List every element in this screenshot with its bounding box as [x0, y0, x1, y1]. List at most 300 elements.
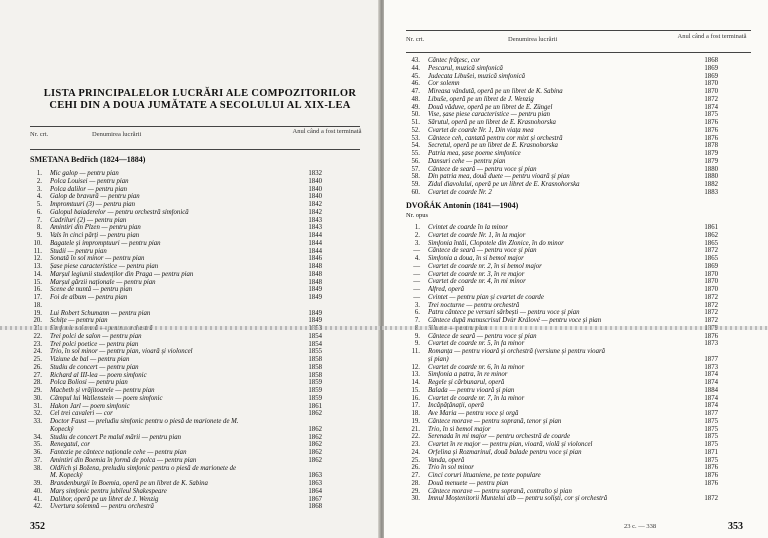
- row-title: Fantezie pe cântece naționale cehe — pentru pian: [50, 449, 187, 456]
- row-number: 39.: [33, 480, 42, 487]
- row-title: Macbeth și vrăjitoarele — pentru pian: [50, 387, 155, 394]
- row-year: 1862: [308, 433, 322, 441]
- row-title: Cântece de seară — pentru voce și pian: [428, 332, 537, 340]
- row-title: Cinci coruri lituaniene, pe texte populare: [428, 472, 541, 479]
- row-year: 1862: [308, 410, 322, 418]
- table-row: [20, 348, 360, 356]
- row-year: 1862: [308, 449, 322, 456]
- row-number: 19.: [33, 309, 42, 317]
- row-title: Romanța — pentru vioară și orchestră (versiune și pentru vioară: [428, 348, 606, 355]
- row-title: Cvartet de coarde nr. 3, în re major: [428, 270, 525, 278]
- row-year: 1872: [704, 301, 718, 309]
- row-title: Cvartet de coarde nr. 6, în la minor: [428, 363, 525, 371]
- col-header-nr-right: Nr. crt.: [406, 36, 425, 43]
- row-year: 1876: [704, 332, 718, 340]
- row-year: 1849: [308, 309, 322, 317]
- table-row: [398, 294, 748, 302]
- row-number: 35.: [33, 441, 42, 449]
- row-year: 1876: [704, 126, 718, 134]
- table-row: [20, 170, 360, 178]
- row-number: 44.: [411, 64, 420, 72]
- row-number: 6.: [36, 208, 42, 216]
- row-title: Cvartet în re major — pentru pian, vioară, violă și violoncel: [428, 441, 593, 448]
- row-title: Trio, în sol minor — pentru pian, vioară și violoncel: [50, 348, 193, 356]
- row-year: 1880: [704, 173, 718, 181]
- row-year: 1844: [308, 232, 322, 239]
- row-year: 1884: [704, 386, 718, 394]
- row-year: 1859: [308, 379, 322, 387]
- row-year: 1872: [704, 247, 718, 255]
- row-number: 49.: [411, 103, 420, 111]
- col-header-year-right: Anul când a fost terminată: [677, 33, 747, 40]
- row-year: 1846: [308, 255, 322, 263]
- row-title: Cvartet de coarde nr. 5, în fa minor: [428, 340, 525, 348]
- row-title: Studiu de concert Pe malul mării — pentru pian: [50, 433, 182, 441]
- page-title: [30, 88, 370, 112]
- row-year: 1874: [704, 402, 718, 410]
- table-row: [20, 372, 360, 380]
- row-title: Polca Boliosi — pentru pian: [50, 379, 128, 387]
- row-title: Șase piese caracteristice — pentru pian: [50, 263, 159, 270]
- row-title: Cvartet de coarde nr. 2, în si bemol major: [428, 262, 542, 270]
- row-number: 23.: [33, 340, 42, 348]
- row-year: 1859: [308, 394, 322, 402]
- row-year: 1872: [704, 309, 718, 317]
- row-number: 54.: [411, 142, 420, 150]
- row-title: Balada — pentru vioară și pian: [428, 386, 515, 394]
- row-year: 1877: [704, 355, 718, 363]
- row-title: și pian): [428, 355, 449, 363]
- table-row: [398, 395, 748, 403]
- row-title: Hakon Jarl — poem simfonic: [50, 402, 130, 410]
- row-year: 1843: [308, 224, 322, 232]
- table-row: [398, 488, 748, 496]
- table-row: [398, 441, 748, 449]
- col-header-nr: Nr. crt.: [30, 131, 49, 138]
- row-title: Sărutul, operă pe un libret de E. Krasnohorska: [428, 119, 556, 126]
- row-year: 1865: [704, 255, 718, 262]
- row-title: Regele și cărbunarul, operă: [428, 379, 505, 386]
- row-number: 16.: [411, 394, 420, 402]
- row-number: 56.: [411, 157, 420, 165]
- table-row: [20, 209, 360, 217]
- row-year: 1879: [704, 150, 718, 157]
- table-row: [398, 495, 748, 503]
- row-year: 1874: [704, 103, 718, 111]
- row-year: 1871: [704, 448, 718, 456]
- table-row: [398, 317, 748, 325]
- row-number: 60.: [411, 188, 420, 196]
- row-title: Cvartet de coarde nr. 4, în mi minor: [428, 278, 526, 286]
- table-row: [20, 356, 360, 364]
- table-header-rule: [30, 149, 360, 150]
- row-number: 1.: [36, 170, 42, 177]
- row-number: 36.: [33, 449, 42, 456]
- row-number: 4.: [414, 255, 420, 262]
- row-year: 1875: [704, 111, 718, 119]
- row-title: Trei nocturne — pentru orchestră: [428, 301, 520, 309]
- row-year: 1878: [704, 142, 718, 150]
- table-row: [20, 317, 360, 325]
- table-row: [398, 433, 748, 441]
- row-year: 1874: [704, 371, 718, 379]
- table-row: [20, 240, 360, 248]
- row-title: Patria mea, șase poeme simfonice: [428, 150, 521, 157]
- row-year: 1876: [704, 134, 718, 142]
- row-year: 1875: [704, 433, 718, 441]
- row-year: 1862: [308, 441, 322, 449]
- row-number: 14.: [33, 270, 42, 278]
- row-number: 11.: [411, 348, 420, 355]
- table-row: [398, 73, 748, 81]
- table-row: [398, 464, 748, 472]
- row-title: Alfred, operă: [428, 286, 464, 293]
- table-row: [398, 356, 748, 364]
- row-title: Sonată în sol minor — pentru pian: [50, 255, 145, 263]
- table-row: [398, 278, 748, 286]
- row-title: Amintiri din Boemia în formă de polca — pentru pian: [50, 456, 197, 464]
- row-title: Imnul Moștenitorii Muntelui alb — pentru soliști, cor și orchestră: [428, 495, 608, 503]
- row-number: 45.: [411, 72, 420, 80]
- row-number: 40.: [33, 487, 42, 495]
- row-title: Dalibor, operă pe un libret de J. Wenzig: [50, 495, 159, 503]
- row-year: 1880: [704, 165, 718, 173]
- table-row: [398, 88, 748, 96]
- row-number: 41.: [33, 495, 42, 503]
- row-year: 1876: [704, 472, 718, 479]
- row-year: 1865: [704, 239, 718, 247]
- row-title: Două menuete — pentru pian: [428, 479, 509, 487]
- table-row: [20, 310, 360, 318]
- table-row: [398, 286, 748, 294]
- row-title: Doctor Faust — preludiu simfonic pentru o piesă de marionete de M.: [50, 418, 239, 425]
- table-row: [20, 395, 360, 403]
- row-year: 1875: [704, 456, 718, 464]
- table-row: [398, 65, 748, 73]
- row-year: 1840: [308, 177, 322, 185]
- table-row: [398, 80, 748, 88]
- row-year: 1868: [308, 503, 322, 511]
- row-title: Simfonia a doua, în si bemol major: [428, 255, 524, 262]
- row-year: 1868: [704, 57, 718, 64]
- row-number: —: [413, 247, 420, 255]
- table-row: [20, 434, 360, 442]
- row-year: 1849: [308, 317, 322, 325]
- col-header-work: Denumirea lucrării: [92, 131, 142, 138]
- row-number: 33.: [33, 418, 42, 425]
- table-row: [20, 201, 360, 209]
- row-year: 1873: [704, 363, 718, 371]
- row-title: Ave Maria — pentru voce și orgă: [428, 410, 519, 417]
- table-row: [20, 465, 360, 473]
- table-row: [398, 111, 748, 119]
- row-number: 23.: [411, 441, 420, 448]
- row-number: 29.: [33, 387, 42, 394]
- row-number: 4.: [36, 193, 42, 201]
- row-title: Din patria mea, două duete — pentru vioară și pian: [428, 173, 570, 181]
- table-row: [398, 371, 748, 379]
- row-year: 1872: [704, 317, 718, 324]
- table-row: [398, 142, 748, 150]
- table-row: [398, 247, 748, 255]
- row-year: 1883: [704, 188, 718, 196]
- row-year: 1854: [308, 332, 322, 340]
- row-title: Marșul gărzii naționale — pentru pian: [50, 278, 156, 286]
- row-year: 1861: [308, 402, 322, 410]
- table-row: [20, 472, 360, 480]
- table-row: [20, 457, 360, 465]
- row-number: 25.: [33, 356, 42, 363]
- table-row: [20, 224, 360, 232]
- row-title: Dansuri cehe — pentru pian: [428, 157, 506, 165]
- row-year: 1879: [704, 157, 718, 165]
- row-title: Studii — pentru pian: [50, 247, 107, 255]
- table-row: [20, 403, 360, 411]
- row-title: Cvartet de coarde Nr. 1, Din viața mea: [428, 126, 534, 134]
- table-row: [398, 135, 748, 143]
- table-top-rule-right: [406, 30, 751, 31]
- row-number: 22.: [33, 332, 42, 340]
- row-year: 1859: [308, 387, 322, 394]
- col-header-year: Anul când a fost terminată: [292, 128, 362, 135]
- table-row: [20, 248, 360, 256]
- row-year: 1869: [704, 64, 718, 72]
- row-number: 8.: [36, 224, 42, 232]
- row-year: 1870: [704, 286, 718, 293]
- table-row: [398, 449, 748, 457]
- table-row: [398, 263, 748, 271]
- row-title: Trio în sol minor: [428, 464, 474, 472]
- table-row: [20, 480, 360, 488]
- row-title: Cântece după manuscrisul Dvůr Králové — pentru voce și pian: [428, 317, 602, 324]
- row-title: Bagatele și impromptuuri — pentru pian: [50, 239, 161, 247]
- table-row: [20, 263, 360, 271]
- row-title: Lui Robert Schumann — pentru pian: [50, 309, 151, 317]
- row-title: Marșul legiunii studenților din Praga — pentru pian: [50, 270, 194, 278]
- row-year: 1861: [704, 224, 718, 231]
- row-title: Viziune de bal — pentru pian: [50, 356, 130, 363]
- table-row: [20, 503, 360, 511]
- row-year: 1864: [308, 487, 322, 495]
- row-number: 7.: [414, 317, 420, 324]
- row-title: Studiu de concert — pentru pian: [50, 363, 139, 371]
- row-title: Trei polci de salon — pentru pian: [50, 332, 142, 340]
- row-number: 17.: [411, 402, 420, 410]
- title-line-1: LISTA PRINCIPALELOR LUCRĂRI ALE COMPOZITORILOR: [43, 88, 357, 99]
- table-row: [20, 449, 360, 457]
- row-number: 20.: [33, 317, 42, 325]
- opus-label: Nr. opus: [406, 212, 429, 219]
- row-title: Polca dalilor — pentru pian: [50, 185, 128, 193]
- row-year: 1844: [308, 247, 322, 255]
- row-number: 12.: [411, 363, 420, 371]
- row-title: Impromtuuri (3) — pentru pian: [50, 201, 136, 208]
- row-number: —: [413, 262, 420, 270]
- row-title: Cvintet de coarde în la minor: [428, 224, 508, 231]
- row-year: 1876: [704, 119, 718, 126]
- table-row: [20, 232, 360, 240]
- row-title: Cântece ceh, cantată pentru cor mixt și orchestră: [428, 134, 563, 142]
- row-title: Cântec frăţesc, cor: [428, 57, 480, 64]
- table-row: [398, 57, 748, 65]
- works-list-smetana-cont: [398, 57, 748, 197]
- row-number: 22.: [411, 433, 420, 441]
- table-row: [398, 150, 748, 158]
- row-number: 5.: [36, 201, 42, 208]
- row-year: 1849: [308, 294, 322, 301]
- row-number: 7.: [36, 216, 42, 224]
- row-number: 3.: [414, 239, 420, 247]
- table-row: [398, 410, 748, 418]
- row-year: 1862: [308, 456, 322, 464]
- row-number: 43.: [411, 57, 420, 64]
- row-year: 1870: [704, 88, 718, 95]
- row-year: 1870: [704, 278, 718, 286]
- row-number: 17.: [33, 294, 42, 301]
- row-year: 1875: [704, 425, 718, 433]
- row-number: 30.: [411, 495, 420, 503]
- row-year: 1876: [704, 464, 718, 472]
- table-row: [398, 348, 748, 356]
- row-year: 1876: [704, 479, 718, 487]
- row-year: 1870: [704, 270, 718, 278]
- row-title: Cor solemn: [428, 80, 460, 88]
- row-number: 37.: [33, 456, 42, 464]
- row-title: Libuše, operă pe un libret de J. Wenzig: [428, 95, 534, 103]
- table-row: [398, 181, 748, 189]
- table-row: [398, 271, 748, 279]
- composer-heading-dvorak: DVOŘÁK Antonín (1841—1904): [406, 201, 519, 210]
- row-title: Uvertura solemnă — pentru orchestră: [50, 503, 154, 511]
- table-row: [398, 364, 748, 372]
- row-number: 53.: [411, 134, 420, 142]
- row-number: 28.: [33, 379, 42, 387]
- row-year: 1849: [308, 286, 322, 294]
- table-row: [398, 418, 748, 426]
- table-row: [20, 271, 360, 279]
- row-year: 1848: [308, 270, 322, 278]
- table-row: [398, 426, 748, 434]
- row-title: Schițe — pentru pian: [50, 317, 108, 325]
- row-number: —: [413, 278, 420, 286]
- row-year: 1848: [308, 278, 322, 286]
- table-row: [398, 255, 748, 263]
- row-number: 27.: [411, 472, 420, 479]
- table-row: [398, 379, 748, 387]
- row-year: 1863: [308, 472, 322, 480]
- row-title: Vanda, operă: [428, 456, 465, 464]
- table-row: [20, 488, 360, 496]
- row-title: Oldřich și Božena, preludiu simfonic pentru o piesă de marionete de: [50, 464, 237, 472]
- row-number: 24.: [411, 448, 420, 456]
- row-number: 48.: [411, 95, 420, 103]
- table-row: [398, 166, 748, 174]
- table-row: [398, 158, 748, 166]
- row-title: Galop de bravură — pentru pian: [50, 193, 140, 201]
- row-number: 59.: [411, 181, 420, 188]
- table-row: [398, 472, 748, 480]
- row-year: 1862: [308, 425, 322, 433]
- scan-artifact-band: [0, 326, 768, 330]
- table-row: [398, 333, 748, 341]
- table-row: [398, 119, 748, 127]
- row-year: 1854: [308, 340, 322, 348]
- row-number: 42.: [33, 503, 42, 511]
- right-page: [384, 0, 768, 538]
- row-number: 51.: [411, 119, 420, 126]
- works-list-dvorak: [398, 224, 748, 503]
- row-year: 1869: [704, 72, 718, 80]
- table-row: [20, 426, 360, 434]
- row-number: 1.: [414, 224, 420, 231]
- row-number: 10.: [33, 239, 42, 247]
- table-row: [20, 496, 360, 504]
- table-row: [20, 387, 360, 395]
- row-number: 21.: [411, 425, 420, 433]
- row-year: 1840: [308, 185, 322, 193]
- table-row: [20, 341, 360, 349]
- table-row: [398, 302, 748, 310]
- row-number: —: [413, 293, 420, 301]
- row-number: 13.: [33, 263, 42, 270]
- row-number: 14.: [411, 379, 420, 386]
- row-title: Cvintet — pentru pian și cvartet de coarde: [428, 293, 544, 301]
- row-number: 13.: [411, 371, 420, 379]
- row-year: 1872: [704, 95, 718, 103]
- row-title: Cvartet de coarde Nr. 2: [428, 188, 492, 196]
- row-title: Judecata Libušei, muzică simfonică: [428, 72, 526, 80]
- row-year: 1858: [308, 371, 322, 379]
- row-year: 1855: [308, 348, 322, 356]
- table-row: [20, 286, 360, 294]
- table-row: [398, 480, 748, 488]
- row-title: Simfonia întâi, Clopotele din Zlonice, în do minor: [428, 239, 564, 247]
- table-row: [20, 279, 360, 287]
- row-year: 1870: [704, 80, 718, 88]
- row-year: 1832: [308, 170, 322, 177]
- row-title: M. Kopecký: [50, 472, 83, 480]
- row-title: Cadriluri (2) — pentru pian: [50, 216, 127, 224]
- composer-heading-smetana: SMETANA Bedřich (1824—1884): [30, 155, 146, 164]
- row-title: Foi de album — pentru pian: [50, 294, 128, 301]
- row-year: 1858: [308, 356, 322, 363]
- row-year: 1869: [704, 262, 718, 270]
- row-title: Simfonia a patra, în re minor: [428, 371, 508, 379]
- row-number: 25.: [411, 456, 420, 464]
- row-title: Orfelina și Rozmarinul, două balade pentru voce și pian: [428, 448, 582, 456]
- left-page: [0, 0, 380, 538]
- row-number: 11.: [33, 247, 42, 255]
- row-title: Cântece de seară — pentru voce și pian: [428, 247, 537, 255]
- row-title: Renegatul, cor: [50, 441, 91, 449]
- row-number: 16.: [33, 286, 42, 294]
- row-number: 57.: [411, 165, 420, 173]
- row-number: 46.: [411, 80, 420, 88]
- row-title: Cântece morave — pentru soprană, tenor și pian: [428, 417, 562, 425]
- row-title: Cvartet de coarde nr. 7, în la minor: [428, 394, 525, 402]
- table-row: [398, 224, 748, 232]
- table-row: [20, 418, 360, 426]
- page-number-right: 353: [728, 521, 743, 532]
- row-number: 19.: [411, 417, 420, 425]
- row-number: 3.: [414, 301, 420, 309]
- row-title: Cântece morave — pentru soprană, contralto și pian: [428, 487, 572, 495]
- row-title: Kopecký: [50, 425, 74, 433]
- row-number: 30.: [33, 394, 42, 402]
- row-title: Trio, în si bemol major: [428, 425, 491, 433]
- table-row: [20, 441, 360, 449]
- row-title: Patru cântece pe versuri sârbești — pentru voce și pian: [428, 309, 580, 317]
